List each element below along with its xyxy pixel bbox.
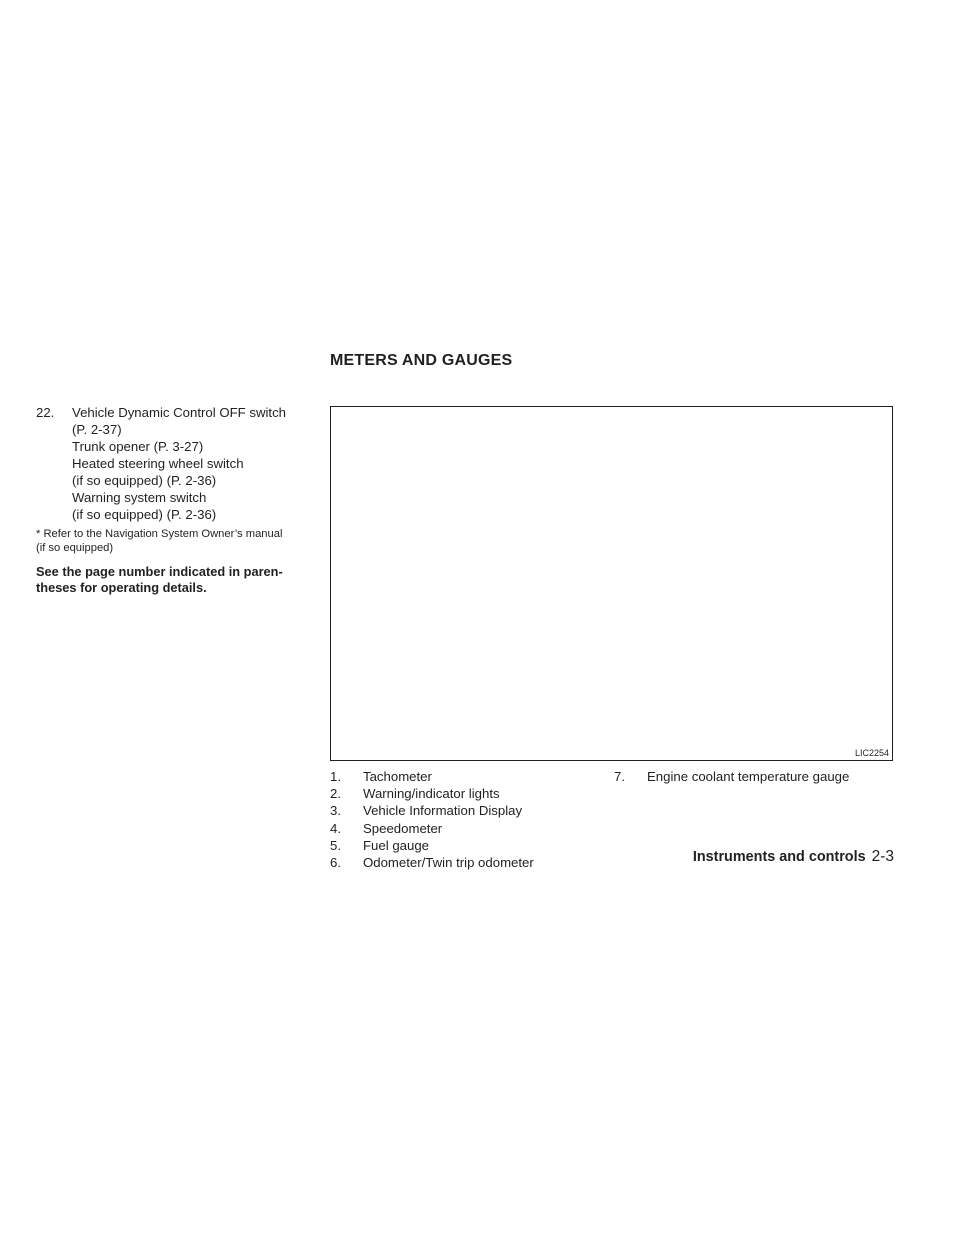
legend-item [330, 802, 534, 819]
legend-item [330, 837, 534, 854]
legend-number: 2. [330, 786, 341, 802]
legend-number: 3. [330, 803, 341, 819]
footnote-line: * Refer to the Navigation System Owner’s manual [36, 528, 283, 540]
footnote-line: (if so equipped) [36, 542, 114, 554]
page-number: 2-3 [871, 848, 894, 865]
list-item-line: (P. 2-37) [72, 422, 122, 437]
legend-label: Speedometer [363, 820, 443, 836]
list-item-line: (if so equipped) (P. 2-36) [72, 473, 217, 488]
operating-note-line: theses for operating details. [36, 580, 207, 595]
list-item-22 [36, 404, 326, 523]
list-item-line: Trunk opener (P. 3-27) [72, 439, 204, 454]
legend-number: 4. [330, 820, 341, 836]
legend-number: 1. [330, 769, 341, 784]
legend-label: Fuel gauge [363, 837, 429, 853]
legend-item [330, 785, 534, 802]
operating-note [36, 564, 326, 596]
legend-item [330, 854, 534, 871]
legend-number: 5. [330, 837, 341, 853]
legend-number: 6. [330, 855, 341, 871]
list-item-line: Vehicle Dynamic Control OFF switch [72, 405, 286, 420]
figure-code: LIC2254 [854, 748, 889, 758]
operating-note-line: See the page number indicated in paren- [36, 564, 283, 579]
legend-item [330, 820, 534, 837]
legend-label: Engine coolant temperature gauge [647, 769, 850, 784]
legend-label: Tachometer [363, 769, 432, 784]
section-heading: METERS AND GAUGES [330, 352, 513, 369]
legend-label: Warning/indicator lights [363, 786, 500, 802]
page-footer [693, 848, 894, 866]
figure-legend-column-2 [614, 768, 849, 785]
list-item-line: Heated steering wheel switch [72, 456, 244, 471]
figure-legend-column-1 [330, 768, 534, 871]
legend-label: Vehicle Information Display [363, 803, 523, 819]
list-item-line: (if so equipped) (P. 2-36) [72, 507, 217, 522]
footer-section-title: Instruments and controls [692, 849, 866, 865]
legend-number: 7. [614, 769, 625, 784]
instrument-cluster-figure [330, 406, 893, 761]
list-item-number: 22. [36, 405, 55, 420]
legend-item [330, 768, 534, 785]
list-item-line: Warning system switch [72, 490, 207, 505]
legend-label: Odometer/Twin trip odometer [363, 855, 534, 871]
legend-item [614, 768, 849, 785]
footnote [36, 527, 326, 555]
left-column-text [36, 404, 326, 596]
list-item-lines [72, 404, 286, 523]
